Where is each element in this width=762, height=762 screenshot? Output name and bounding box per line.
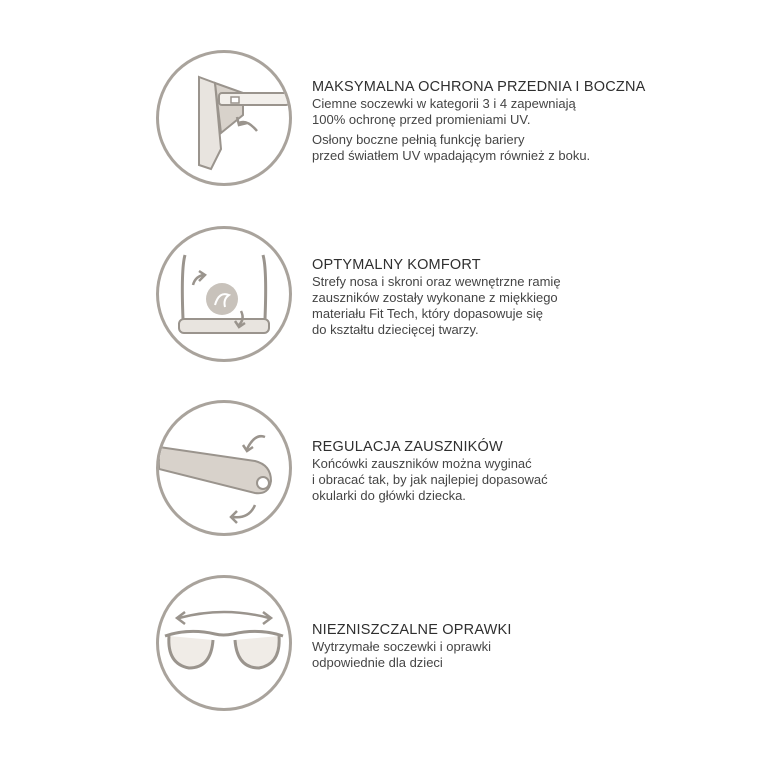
feature-indestructible-frames: [0, 575, 762, 725]
feature-title: OPTYMALNY KOMFORT: [312, 257, 481, 273]
feature-description: Wytrzymałe soczewki i oprawki odpowiednie dla dzieci: [312, 639, 492, 670]
feature-text: [312, 621, 752, 671]
feature-optimal-comfort: [0, 226, 762, 376]
soft-temple-icon: [159, 229, 289, 359]
feature-icon-circle: [156, 575, 292, 711]
adjustable-temple-icon: [159, 403, 289, 533]
side-shield-icon: [159, 53, 289, 183]
feature-text: [312, 438, 752, 504]
feature-description: Osłony boczne pełnią funkcję bariery przed światłem UV wpadającym również z boku.: [312, 132, 591, 163]
feature-text: [312, 78, 752, 164]
feature-icon-circle: [156, 226, 292, 362]
feature-description: Końcówki zauszników można wyginać i obracać tak, by jak najlepiej dopasować okularki do główki dziecka.: [312, 456, 548, 503]
feature-text: [312, 256, 752, 338]
feature-front-side-protection: [0, 50, 762, 200]
feature-icon-circle: [156, 400, 292, 536]
feature-title: MAKSYMALNA OCHRONA PRZEDNIA I BOCZNA: [312, 79, 646, 95]
flexible-frame-icon: [159, 578, 289, 708]
feature-title: REGULACJA ZAUSZNIKÓW: [312, 439, 503, 455]
feature-description: Strefy nosa i skroni oraz wewnętrzne ramię zauszników zostały wykonane z miękkiego materiału Fit Tech, który dopasowuje się do kształtu dziecięcej twarzy.: [312, 274, 561, 337]
feature-temple-adjustment: [0, 400, 762, 550]
feature-icon-circle: [156, 50, 292, 186]
feature-title: NIEZNISZCZALNE OPRAWKI: [312, 622, 512, 638]
feature-description: Ciemne soczewki w kategorii 3 i 4 zapewniają 100% ochronę przed promieniami UV.: [312, 96, 576, 127]
